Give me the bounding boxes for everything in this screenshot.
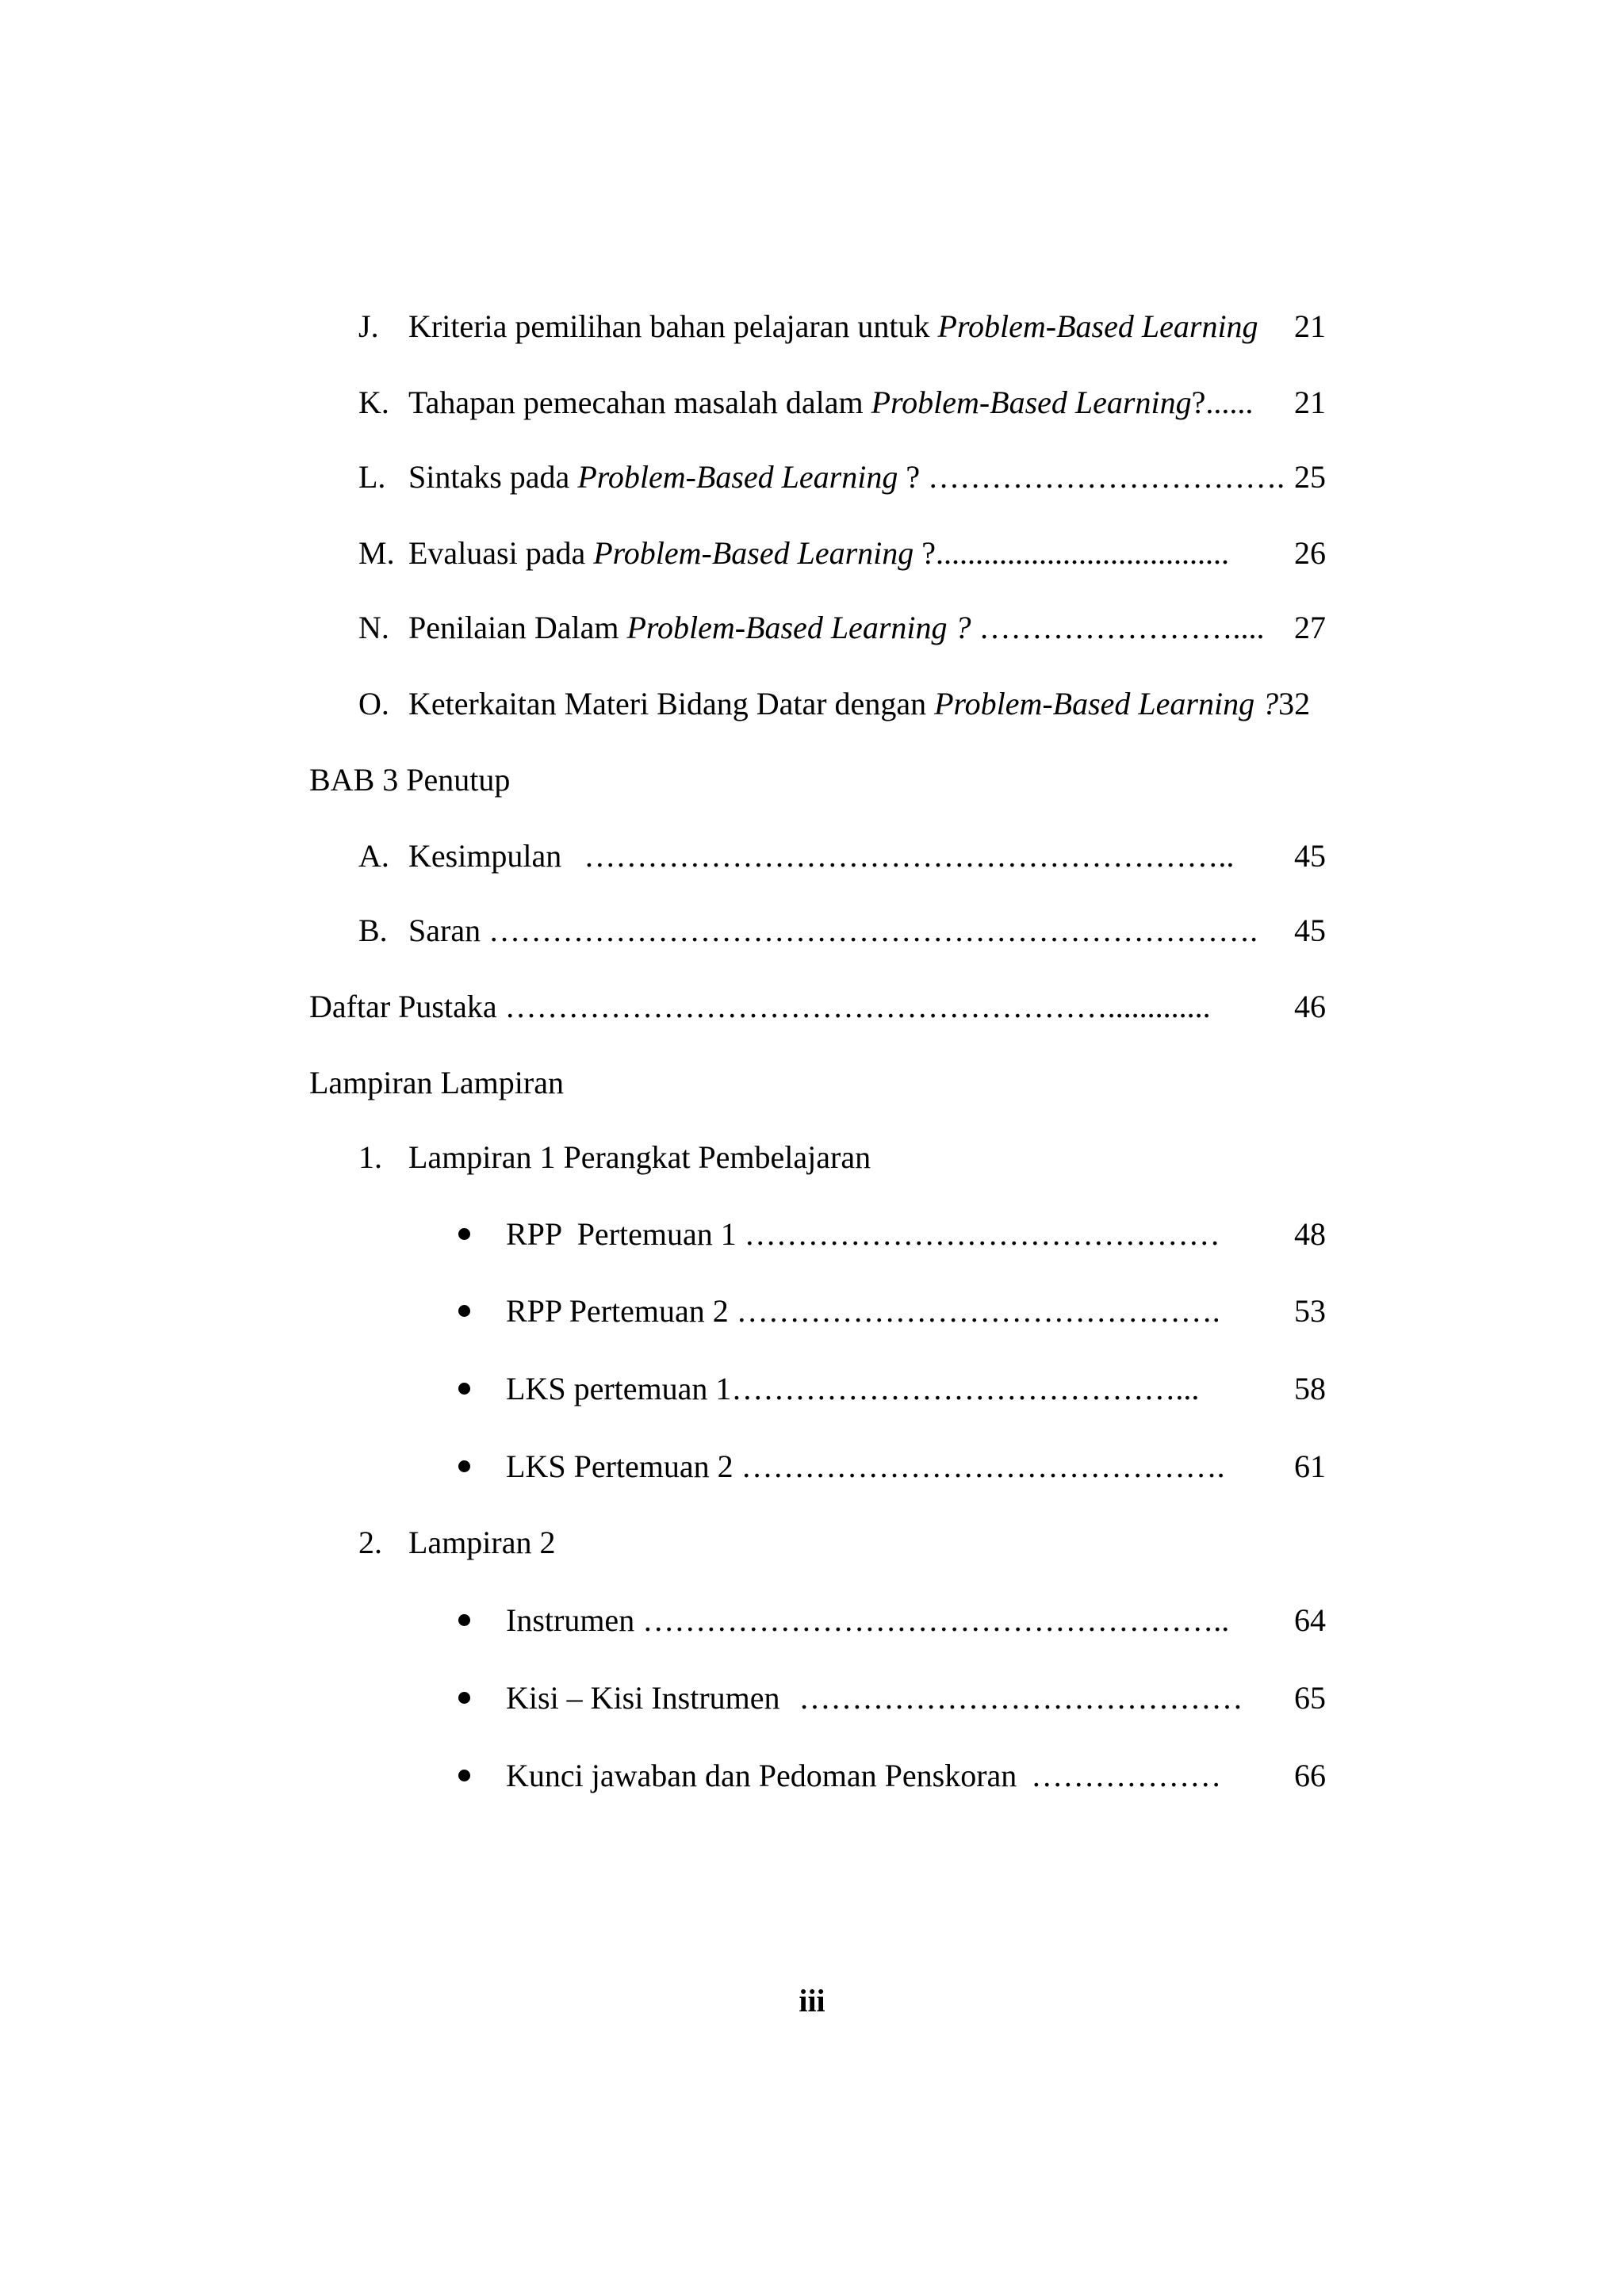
dot-leader: ?...... bbox=[1191, 385, 1254, 420]
entry-page: 66 bbox=[1294, 1758, 1326, 1793]
bullet-icon bbox=[458, 1228, 470, 1240]
entry-title: RPP Pertemuan 2 ………………………………………. bbox=[506, 1293, 1220, 1329]
entry-title: Lampiran 1 Perangkat Pembelajaran bbox=[408, 1139, 871, 1175]
chapter-heading-lampiran: Lampiran Lampiran bbox=[309, 1065, 564, 1100]
entry-marker: M. bbox=[358, 535, 395, 571]
entry-title: Keterkaitan Materi Bidang Datar dengan Problem-Based Learning ?32 bbox=[408, 686, 1311, 721]
entry-page: 45 bbox=[1294, 913, 1326, 948]
entry-title: Kesimpulan …………………………………………………….. bbox=[408, 838, 1235, 874]
toc-bullet-item bbox=[0, 1443, 1624, 1490]
dot-leader: …………………………………………………….. bbox=[584, 838, 1235, 874]
bullet-icon bbox=[458, 1614, 470, 1626]
toc-bullet-item bbox=[0, 1752, 1624, 1800]
toc-entry-b bbox=[0, 907, 1624, 955]
entry-title: LKS pertemuan 1……………………………………... bbox=[506, 1371, 1200, 1406]
toc-entry-n bbox=[0, 604, 1624, 652]
toc-entry-l bbox=[0, 453, 1624, 501]
toc-bullet-item bbox=[0, 1211, 1624, 1258]
dot-leader: ………………………………………………………………. bbox=[488, 913, 1258, 948]
toc-bullet-item bbox=[0, 1597, 1624, 1644]
toc-entry-m bbox=[0, 530, 1624, 577]
dot-leader: ……………………………………………….. bbox=[642, 1602, 1230, 1638]
entry-page: 21 bbox=[1294, 385, 1326, 420]
entry-title: Evaluasi pada Problem-Based Learning ?..................................... bbox=[408, 535, 1230, 571]
entry-marker: K. bbox=[358, 385, 389, 420]
dot-leader: …………………………………… bbox=[799, 1680, 1243, 1716]
entry-marker: 2. bbox=[358, 1525, 382, 1560]
entry-page: 61 bbox=[1294, 1448, 1326, 1484]
entry-page: 48 bbox=[1294, 1216, 1326, 1252]
entry-page: 46 bbox=[1294, 989, 1326, 1024]
entry-marker: B. bbox=[358, 913, 388, 948]
entry-title: Kisi – Kisi Instrumen …………………………………… bbox=[506, 1680, 1243, 1716]
toc-entry-a bbox=[0, 832, 1624, 880]
dot-leader: ……………………………………… bbox=[744, 1216, 1220, 1252]
entry-page: 21 bbox=[1294, 308, 1326, 344]
dot-leader: ………………………………………. bbox=[741, 1448, 1225, 1484]
toc-bullet-item bbox=[0, 1288, 1624, 1335]
entry-page: 25 bbox=[1294, 459, 1326, 495]
entry-title: RPP Pertemuan 1 ……………………………………… bbox=[506, 1216, 1220, 1252]
chapter-heading-bab-3: BAB 3 Penutup bbox=[309, 762, 511, 798]
bullet-icon bbox=[458, 1770, 470, 1781]
bullet-icon bbox=[458, 1460, 470, 1472]
page-number: iii bbox=[799, 1983, 825, 2019]
entry-marker: 1. bbox=[358, 1139, 382, 1175]
dot-leader: ………………………………………. bbox=[736, 1293, 1220, 1329]
toc-bullet-item bbox=[0, 1365, 1624, 1413]
entry-page: 58 bbox=[1294, 1371, 1326, 1406]
toc-entry-o bbox=[0, 680, 1624, 728]
dot-leader: …………………….... bbox=[979, 610, 1265, 645]
entry-marker: O. bbox=[358, 686, 389, 721]
entry-title: Penilaian Dalam Problem-Based Learning ? …………………….... bbox=[408, 610, 1265, 645]
toc-entry-k bbox=[0, 379, 1624, 427]
toc-entry-lampiran-1 bbox=[0, 1134, 1624, 1181]
toc-entry-daftar-pustaka bbox=[0, 983, 1624, 1031]
entry-title: Lampiran 2 bbox=[408, 1525, 556, 1560]
entry-marker: N. bbox=[358, 610, 389, 645]
entry-title: Kunci jawaban dan Pedoman Penskoran ……………… bbox=[506, 1758, 1222, 1793]
entry-marker: A. bbox=[358, 838, 389, 874]
entry-page: 45 bbox=[1294, 838, 1326, 874]
dot-leader: ……………………………………... bbox=[731, 1371, 1200, 1406]
toc-entry-j bbox=[0, 303, 1624, 350]
entry-marker: L. bbox=[358, 459, 386, 495]
entry-title: Tahapan pemecahan masalah dalam Problem-Based Learning?...... bbox=[408, 385, 1254, 420]
entry-page: 26 bbox=[1294, 535, 1326, 571]
dot-leader: ?..................................... bbox=[921, 535, 1230, 571]
entry-title: Daftar Pustaka …………………………………………………............. bbox=[309, 989, 1211, 1024]
entry-page: 64 bbox=[1294, 1602, 1326, 1638]
entry-page: 53 bbox=[1294, 1293, 1326, 1329]
dot-leader: …………………………………………………............. bbox=[504, 989, 1211, 1024]
toc-bullet-item bbox=[0, 1674, 1624, 1722]
bullet-icon bbox=[458, 1305, 470, 1317]
entry-page: 65 bbox=[1294, 1680, 1326, 1716]
entry-title: LKS Pertemuan 2 ………………………………………. bbox=[506, 1448, 1225, 1484]
entry-title: Saran ………………………………………………………………. bbox=[408, 913, 1258, 948]
dot-leader: ……………………………. bbox=[928, 459, 1285, 495]
dot-leader: ……………… bbox=[1031, 1758, 1222, 1793]
bullet-icon bbox=[458, 1692, 470, 1704]
entry-marker: J. bbox=[358, 308, 379, 344]
toc-entry-lampiran-2 bbox=[0, 1519, 1624, 1567]
entry-page: 27 bbox=[1294, 610, 1326, 645]
entry-title: Instrumen ……………………………………………….. bbox=[506, 1602, 1230, 1638]
entry-title: Sintaks pada Problem-Based Learning ? ……………………………. bbox=[408, 459, 1285, 495]
bullet-icon bbox=[458, 1383, 470, 1395]
entry-title: Kriteria pemilihan bahan pelajaran untuk Problem-Based Learning bbox=[408, 308, 1258, 344]
entry-page: 32 bbox=[1278, 686, 1311, 721]
